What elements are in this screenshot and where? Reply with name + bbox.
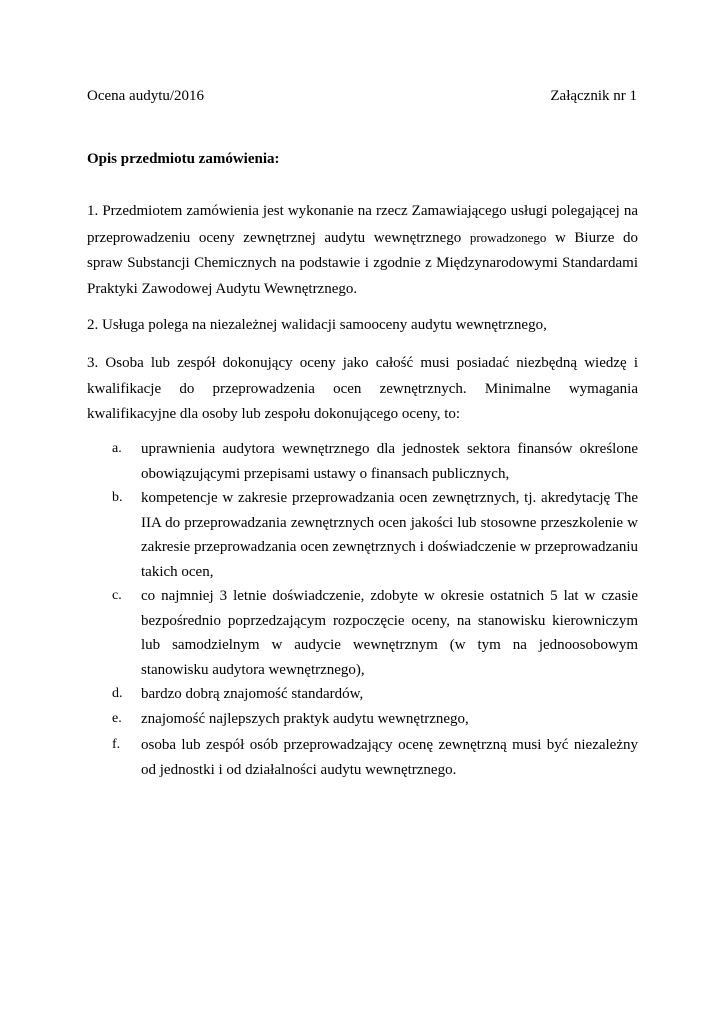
list-marker: e. <box>112 710 122 726</box>
list-item-text: kompetencje w zakresie przeprowadzania ocen zewnętrznych, tj. akredytację The IIA do przeprowadzania zewnętrznych ocen jakości lub stosowne przeszkolenie w zakresie przeprowadzania ocen zewnętrznych i doświadczenie w przeprowadzaniu takich ocen, <box>141 490 638 580</box>
list-item-text: osoba lub zespół osób przeprowadzający ocenę zewnętrzną musi być niezależny od jednostki i od działalności audytu wewnętrznego. <box>141 737 638 778</box>
list-marker: a. <box>112 441 122 456</box>
list-item-text: uprawnienia audytora wewnętrznego dla jednostek sektora finansów określone obowiązującymi przepisami ustawy o finansach publicznych, <box>141 441 638 482</box>
paragraph-1 <box>87 199 638 302</box>
list-item <box>87 733 638 782</box>
paragraph-1-part-1: 1. Przedmiotem zamówienia jest wykonanie na rzecz Zamawiającego usługi polegającej na przeprowadzeniu oceny zewnętrznej audytu wewnętrznego <box>87 203 638 246</box>
list-item-text: bardzo dobrą znajomość standardów, <box>141 686 364 702</box>
section-title: Opis przedmiotu zamówienia: <box>87 151 280 167</box>
list-item <box>87 707 638 732</box>
list-item <box>87 682 638 707</box>
list-marker: d. <box>112 686 123 701</box>
list-marker: b. <box>112 490 123 505</box>
paragraph-1-small-word: prowadzonego <box>469 229 547 245</box>
requirements-list <box>87 437 638 782</box>
list-marker: c. <box>112 588 122 603</box>
list-item-text: znajomość najlepszych praktyk audytu wewnętrznego, <box>141 710 469 727</box>
document-reference: Ocena audytu/2016 <box>87 88 205 104</box>
list-item-text: co najmniej 3 letnie doświadczenie, zdobyte w okresie ostatnich 5 lat w czasie bezpośrednio poprzedzającym rozpoczęcie oceny, na stanowisku kierowniczym lub samodzielnym w audycie wewnętrznym (w tym na jednoosobowym stanowisku audytora wewnętrznego), <box>141 588 638 678</box>
list-marker: f. <box>112 737 121 752</box>
list-item <box>87 584 638 682</box>
list-item <box>87 486 638 584</box>
paragraph-1-part-2: w Biurze do spraw Substancji Chemicznych na podstawie i zgodnie z Międzynarodowymi Standardami Praktyki Zawodowej Audytu Wewnętrznego. <box>87 229 638 297</box>
paragraph-3: 3. Osoba lub zespół dokonujący oceny jako całość musi posiadać niezbędną wiedzę i kwalifikacje do przeprowadzenia ocen zewnętrznych. Minimalne wymagania kwalifikacyjne dla osoby lub zespołu dokonującego oceny, to: <box>87 355 638 422</box>
attachment-number: Załącznik nr 1 <box>550 88 637 104</box>
list-item <box>87 437 638 486</box>
paragraph-2: 2. Usługa polega na niezależnej walidacji samooceny audytu wewnętrznego, <box>87 317 547 333</box>
